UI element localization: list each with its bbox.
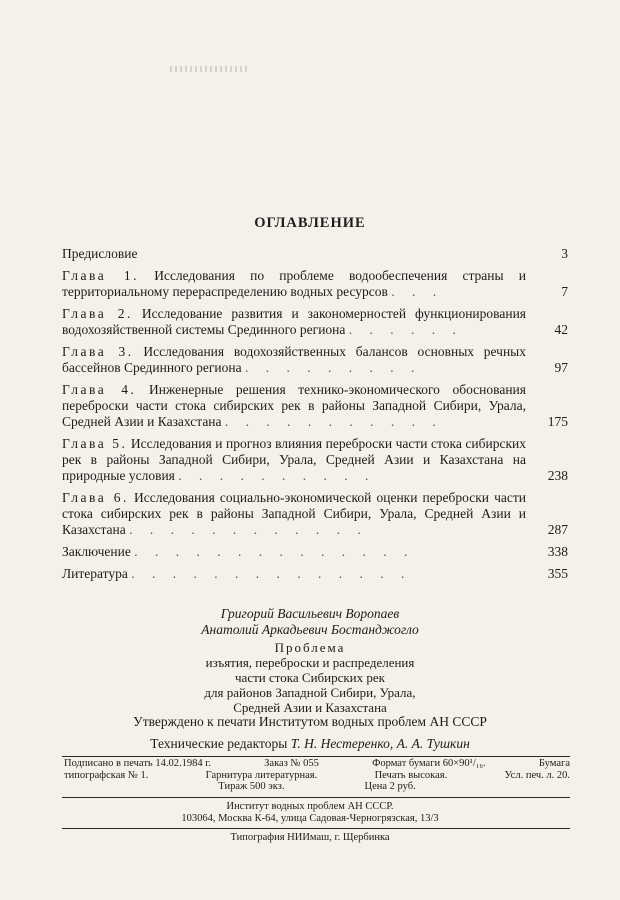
imprint-order: Заказ № 055: [264, 758, 319, 769]
leader-dots: . . . . . .: [348, 322, 463, 337]
imprint: [64, 758, 570, 793]
leader-dots: . . . . . . . . . . . . . .: [134, 544, 415, 559]
book-title-line: для районов Западной Сибири, Урала,: [204, 685, 416, 700]
toc-entry-preface[interactable]: [62, 246, 568, 262]
divider: [62, 756, 570, 757]
imprint-paper-type: типографская № 1.: [64, 769, 149, 781]
toc-entry-chapter-4[interactable]: [62, 382, 568, 430]
leader-dots: . . . . . . . . . . . .: [129, 522, 368, 537]
divider: [62, 828, 570, 829]
table-of-contents: [62, 246, 568, 588]
leader-dots: . . . . . . . . . .: [178, 468, 376, 483]
book-title-line: части стока Сибирских рек: [235, 670, 385, 685]
toc-page-number: 7: [561, 284, 568, 299]
book-title-line: изъятия, переброски и распределения: [205, 655, 415, 670]
editors-label: Технические редакторы: [150, 736, 288, 751]
toc-chapter-title: Исследования и прогноз влияния переброски части стока сибирских рек в районы Западной Сибири, Урала, Средней Азии и Казахстана на природные условия: [62, 436, 526, 483]
printing-house: Типография НИИмаш, г. Щербинка: [230, 832, 390, 843]
divider: [62, 797, 570, 798]
technical-editors: [0, 736, 620, 752]
toc-entry-literature[interactable]: [62, 566, 568, 582]
toc-entry-conclusion[interactable]: [62, 544, 568, 560]
imprint-price: Цена 2 руб.: [364, 781, 416, 792]
leader-dots: . . . . . . . . . . . . . .: [131, 566, 412, 581]
toc-page-number: 238: [547, 468, 568, 483]
imprint-signed: Подписано в печать 14.02.1984 г.: [64, 758, 211, 769]
institute-name: Институт водных проблем АН СССР.: [226, 801, 394, 812]
leader-dots: . . .: [391, 284, 444, 299]
toc-page-number: 287: [547, 522, 568, 537]
book-title-block: [0, 640, 620, 715]
toc-chapter-label: Глава 3.: [62, 344, 134, 359]
imprint-paper: Бумага: [538, 758, 570, 769]
editors-names: Т. Н. Нестеренко, А. А. Тушкин: [290, 736, 470, 751]
toc-entry-chapter-1[interactable]: [62, 268, 568, 300]
toc-entry-chapter-3[interactable]: [62, 344, 568, 376]
toc-page-number: 97: [554, 360, 568, 375]
imprint-format: Формат бумаги 60×90¹/₁₆.: [372, 758, 486, 769]
toc-entry-chapter-5[interactable]: [62, 436, 568, 484]
institute-block: [0, 801, 620, 825]
toc-page-number: 338: [547, 544, 568, 559]
toc-entry-chapter-6[interactable]: [62, 490, 568, 538]
toc-page-number: 355: [547, 566, 568, 581]
authors: [0, 606, 620, 638]
toc-chapter-title: Исследование развития и закономерностей функционирования водохозяйственной системы Срединного региона: [62, 306, 527, 337]
toc-chapter-title: Исследования водохозяйственных балансов основных речных бассейнов Срединного региона: [62, 344, 527, 375]
imprint-print-run: Тираж 500 экз.: [218, 781, 285, 792]
toc-page-number: 3: [561, 246, 568, 261]
toc-entry-label: Заключение: [62, 544, 131, 559]
imprint-row: [64, 770, 570, 782]
imprint-print: Печать высокая.: [374, 769, 448, 781]
imprint-row: [64, 781, 570, 793]
toc-entry-chapter-2[interactable]: [62, 306, 568, 338]
toc-chapter-label: Глава 2.: [62, 306, 133, 321]
toc-entry-label: Литература: [62, 566, 128, 581]
toc-chapter-label: Глава 5.: [62, 436, 128, 451]
imprint-row: [64, 758, 570, 770]
toc-page-number: 42: [554, 322, 568, 337]
author-name: Анатолий Аркадьевич Бостанджогло: [201, 622, 419, 637]
toc-chapter-label: Глава 4.: [62, 382, 137, 397]
imprint-sheets: Усл. печ. л. 20.: [504, 769, 570, 781]
ink-smudge: [170, 66, 250, 72]
toc-page-number: 175: [547, 414, 568, 429]
book-title-line: Средней Азии и Казахстана: [233, 700, 387, 715]
book-heading: Проблема: [274, 640, 346, 655]
toc-chapter-label: Глава 6.: [62, 490, 129, 505]
toc-entry-label: Предисловие: [62, 246, 138, 261]
toc-chapter-title: Инженерные решения технико-экономического обоснования переброски части стока сибирских рек в районы Западной Сибири, Урала, Средней Азии и Казахстана: [62, 382, 526, 429]
leader-dots: . . . . . . . . . . .: [224, 414, 443, 429]
toc-chapter-title: Исследования социально-экономической оценки переброски части стока сибирских рек в районы Западной Сибири, Урала, Средней Азии и Казахстана: [62, 490, 526, 537]
approval-line: Утверждено к печати Институтом водных проблем АН СССР: [133, 714, 487, 729]
toc-title: ОГЛАВЛЕНИЕ: [254, 215, 366, 231]
author-name: Григорий Васильевич Воропаев: [220, 606, 400, 621]
leader-dots: . . . . . . . . .: [244, 360, 422, 375]
toc-chapter-label: Глава 1.: [62, 268, 140, 283]
imprint-typeface: Гарнитура литературная.: [205, 769, 318, 781]
institute-address: 103064, Москва К-64, улица Садовая-Черногрязская, 13/3: [181, 813, 439, 824]
toc-chapter-title: Исследования по проблеме водообеспечения страны и территориальному перераспределению водных ресурсов: [62, 268, 527, 299]
